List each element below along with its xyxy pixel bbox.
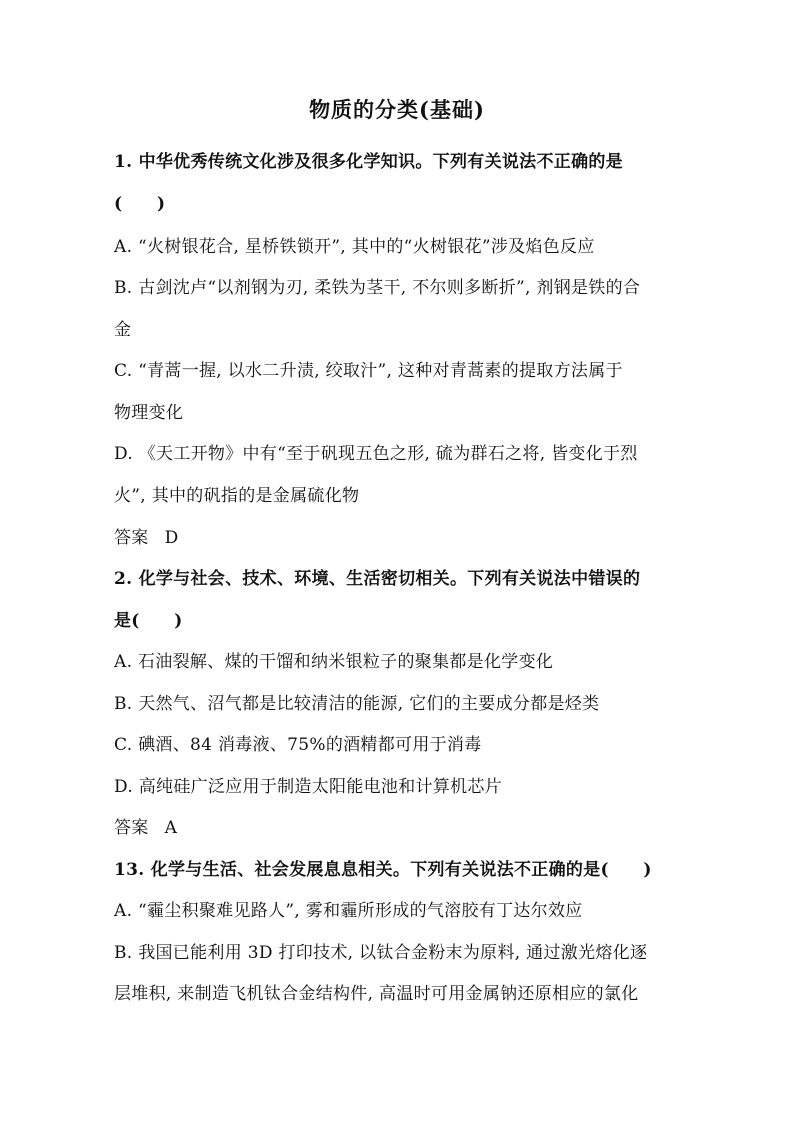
answer-value: A: [164, 818, 178, 838]
question-2-answer: [114, 816, 177, 840]
question-13-option-b-line-1: B. 我国已能利用 3D 打印技术, 以钛合金粉末为原料, 通过激光熔化逐: [114, 943, 648, 963]
question-1-answer: [114, 526, 179, 550]
question-1-option-b-line-2: 金: [114, 320, 132, 340]
question-1-option-c-line-1: C. “青蒿一握, 以水二升渍, 绞取汁”, 这种对青蒿素的提取方法属于: [114, 361, 623, 381]
question-1-option-b-line-1: B. 古剑沈卢“以剂钢为刃, 柔铁为茎干, 不尔则多断折”, 剂钢是铁的合: [114, 278, 641, 298]
page-title: 物质的分类(基础): [309, 97, 485, 122]
question-1-option-d-line-1: D. 《天工开物》中有“至于矾现五色之形, 硫为群石之将, 皆变化于烈: [114, 444, 638, 464]
question-1-option-a: A. “火树银花合, 星桥铁锁开”, 其中的“火树银花”涉及焰色反应: [114, 237, 595, 257]
question-13-option-a: A. “霾尘积聚难见路人”, 雾和霾所形成的气溶胶有丁达尔效应: [114, 901, 583, 921]
question-13-stem: 13. 化学与生活、社会发展息息相关。下列有关说法不正确的是( ): [114, 860, 652, 880]
question-2-stem-line-1: 2. 化学与社会、技术、环境、生活密切相关。下列有关说法中错误的: [114, 569, 641, 589]
answer-value: D: [164, 528, 179, 548]
question-13-option-b-line-2: 层堆积, 来制造飞机钛合金结构件, 高温时可用金属钠还原相应的氯化: [114, 984, 639, 1004]
question-1-option-d-line-2: 火”, 其中的矾指的是金属硫化物: [114, 486, 360, 506]
question-2-option-b: B. 天然气、沼气都是比较清洁的能源, 它们的主要成分都是烃类: [114, 694, 600, 714]
answer-label: 答案: [114, 818, 149, 838]
question-2-option-d: D. 高纯硅广泛应用于制造太阳能电池和计算机芯片: [114, 777, 503, 797]
question-1-stem-line-1: 1. 中华优秀传统文化涉及很多化学知识。下列有关说法不正确的是: [114, 152, 623, 172]
question-2-option-a: A. 石油裂解、煤的干馏和纳米银粒子的聚集都是化学变化: [114, 652, 554, 672]
question-1-option-c-line-2: 物理变化: [114, 403, 184, 423]
question-1-stem-line-2: ( ): [114, 194, 166, 214]
question-2-stem-line-2: 是( ): [114, 611, 183, 631]
question-2-option-c: C. 碘酒、84 消毒液、75%的酒精都可用于消毒: [114, 735, 482, 755]
answer-label: 答案: [114, 528, 149, 548]
